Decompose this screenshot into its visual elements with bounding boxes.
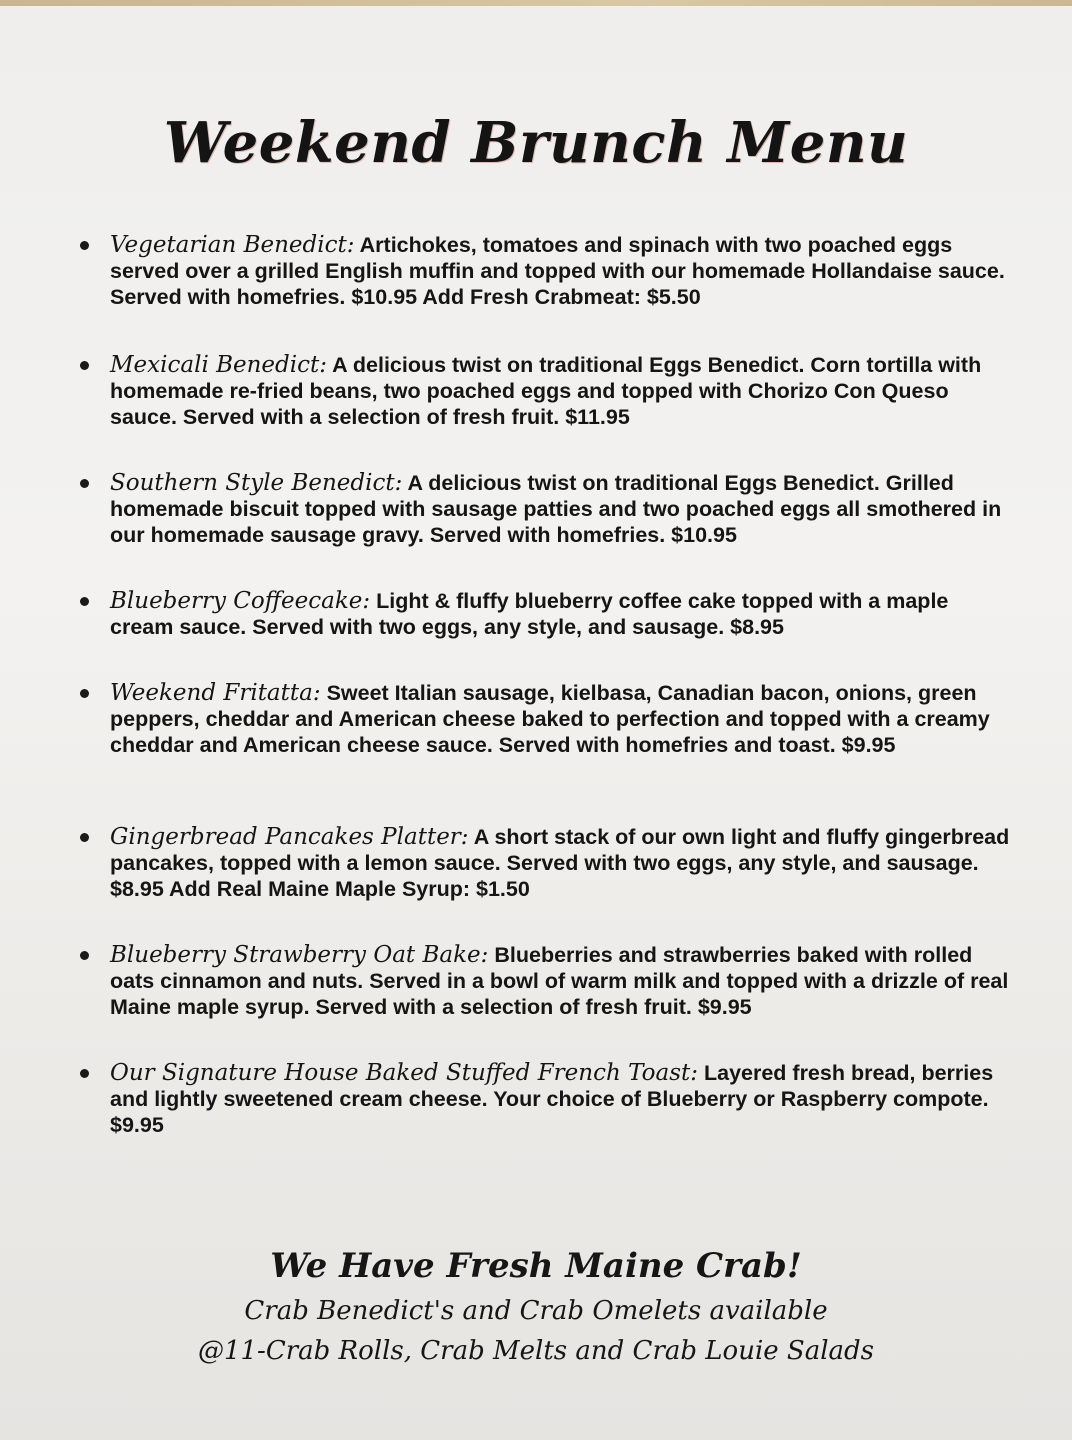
bullet-icon [80,479,89,488]
menu-item-name: Mexicali Benedict: [110,352,327,378]
bullet-icon [80,689,89,698]
menu-title: Weekend Brunch Menu [163,110,909,176]
menu-item [110,942,1015,1020]
menu-item [110,1060,1015,1138]
menu-item-description: A short stack of our own light and fluffy gingerbread pancakes, topped with a lemon sauce. Served with two eggs, any style, and sausage. $8.95 Add Real Maine Maple Syrup: $1.50 [110,825,1010,901]
table-edge [0,0,1072,6]
crab-headline: We Have Fresh Maine Crab! [270,1246,802,1286]
menu-item-description: Light & fluffy blueberry coffee cake topped with a maple cream sauce. Served with two eggs, any style, and sausage. $8.95 [110,589,949,639]
menu-item-name: Southern Style Benedict: [110,470,403,496]
menu-item-description: Layered fresh bread, berries and lightly sweetened cream cheese. Your choice of Blueberry or Raspberry compote. $9.95 [110,1061,994,1137]
menu-item-description: A delicious twist on traditional Eggs Benedict. Corn tortilla with homemade re-fried beans, two poached eggs and topped with Chorizo Con Queso sauce. Served with a selection of fresh fruit. $11.95 [110,353,982,429]
menu-item [110,588,1015,640]
menu-item-description: A delicious twist on traditional Eggs Benedict. Grilled homemade biscuit topped with sausage patties and two poached eggs all smothered in our homemade sausage gravy. Served with homefries. $10.95 [110,471,1002,547]
bullet-icon [80,597,89,606]
menu-item [110,824,1015,902]
menu-item-name: Our Signature House Baked Stuffed French Toast: [110,1060,698,1086]
bullet-icon [80,833,89,842]
bullet-icon [80,951,89,960]
menu-item [110,352,1015,430]
crab-line-1: Crab Benedict's and Crab Omelets available [244,1296,828,1326]
menu-item-name: Weekend Fritatta: [110,680,321,706]
crab-line-2: @11-Crab Rolls, Crab Melts and Crab Louie Salads [197,1336,875,1366]
bullet-icon [80,1069,89,1078]
menu-item-description: Artichokes, tomatoes and spinach with two poached eggs served over a grilled English muffin and topped with our homemade Hollandaise sauce. Served with homefries. $10.95 Add Fresh Crabmeat: $5.50 [110,233,1005,309]
bullet-icon [80,241,89,250]
menu-item [110,680,1015,758]
menu-item-description: Sweet Italian sausage, kielbasa, Canadian bacon, onions, green peppers, cheddar and American cheese baked to perfection and topped with a creamy cheddar and American cheese sauce. Served with homefries and toast. $9.95 [110,681,990,757]
menu-item-name: Blueberry Coffeecake: [110,588,371,614]
menu-item-name: Vegetarian Benedict: [110,232,355,258]
menu-item [110,470,1015,548]
menu-item-description: Blueberries and strawberries baked with rolled oats cinnamon and nuts. Served in a bowl of warm milk and topped with a drizzle of real Maine maple syrup. Served with a selection of fresh fruit. $9.95 [110,943,1009,1019]
bullet-icon [80,361,89,370]
menu-item [110,232,1015,310]
menu-item-name: Blueberry Strawberry Oat Bake: [110,942,489,968]
menu-item-name: Gingerbread Pancakes Platter: [110,824,469,850]
